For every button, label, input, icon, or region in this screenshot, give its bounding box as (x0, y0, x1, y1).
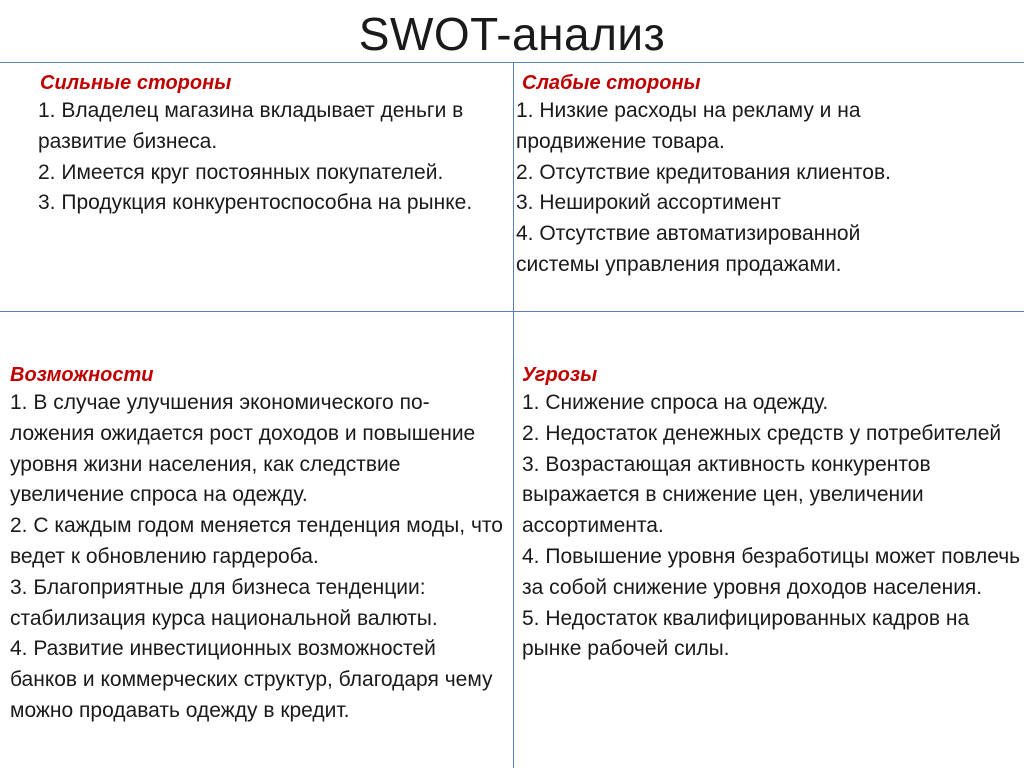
list-item: 3. Благоприятные для бизнеса тенденции: стабилизация курса национальной валюты. (10, 575, 438, 630)
page-title: SWOT-анализ (358, 8, 666, 60)
list-item: 1. Снижение спроса на одежду. (522, 391, 829, 414)
strengths-list (38, 96, 516, 219)
list-item: 2. Имеется круг постоянных покупателей. (38, 160, 444, 184)
weaknesses-quadrant (516, 70, 936, 281)
threats-heading: Угрозы (522, 364, 598, 386)
opportunities-quadrant (10, 362, 505, 727)
threats-list (522, 388, 1022, 665)
strengths-heading: Сильные стороны (40, 72, 232, 94)
threats-quadrant (522, 362, 1022, 665)
opportunities-heading: Возможности (10, 364, 154, 386)
opportunities-list (10, 388, 505, 727)
list-item: 3. Неширокий ассортимент (516, 191, 782, 215)
list-item: 1. В случае улучшения экономического по-ложения ожидается рост доходов и повышение уровня жизни населения, как следствие увеличение спроса на одежду. (10, 391, 476, 507)
strengths-quadrant (38, 70, 516, 219)
list-item: 1. Низкие расходы на рекламу и на продвижение товара. (516, 99, 861, 153)
list-item: 2. Отсутствие кредитования клиентов. (516, 160, 891, 184)
list-item: 2. Недостаток денежных средств у потребителей (522, 421, 1002, 445)
list-item: 3. Возрастающая активность конкурентов выражается в снижение цен, увеличении ассортимента. (522, 452, 931, 538)
list-item: 5. Недостаток квалифицированных кадров на рынке рабочей силы. (522, 606, 970, 661)
list-item: 3. Продукция конкурентоспособна на рынке. (38, 191, 473, 215)
weaknesses-heading: Слабые стороны (522, 72, 701, 94)
top-divider (0, 62, 1024, 63)
list-item: 2. С каждым годом меняется тенденция моды, что ведет к обновлению гардероба. (10, 514, 503, 568)
list-item: 4. Повышение уровня безработицы может повлечь за собой снижение уровня доходов населения. (522, 544, 1021, 599)
list-item: 1. Владелец магазина вкладывает деньги в развитие бизнеса. (38, 99, 464, 153)
list-item: 4. Отсутствие автоматизированной системы управления продажами. (516, 222, 861, 276)
middle-divider (0, 311, 1024, 312)
list-item: 4. Развитие инвестиционных возможностей банков и коммерческих структур, благодаря чему можно продавать одежду в кредит. (10, 637, 493, 722)
weaknesses-list (516, 96, 936, 281)
